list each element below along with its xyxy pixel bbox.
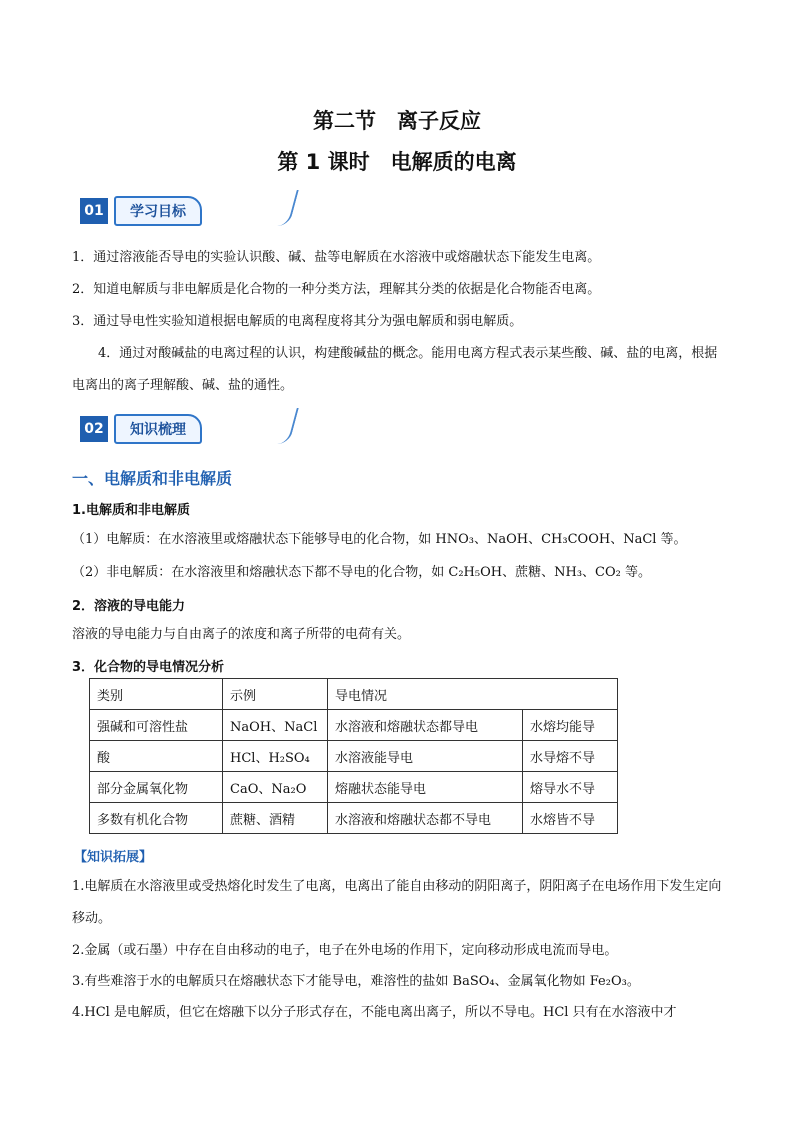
- table-row: [90, 710, 618, 741]
- subheading-1: 1.电解质和非电解质: [72, 503, 190, 518]
- table-cell: 水熔均能导: [523, 710, 618, 741]
- objectives-badge: [80, 194, 220, 228]
- subheading-3: 3．化合物的导电情况分析: [72, 660, 225, 675]
- table-row: [90, 772, 618, 803]
- objective-2: 2．知道电解质与非电解质是化合物的一种分类方法，理解其分类的依据是化合物能否电离。: [72, 282, 601, 297]
- part-heading: 一、电解质和非电解质: [72, 469, 233, 488]
- extension-item-3: 3.有些难溶于水的电解质只在熔融状态下才能导电，难溶性的盐如 BaSO₄、金属氧化物如 Fe₂O₃。: [72, 974, 640, 989]
- table-row: [90, 803, 618, 834]
- table-cell: 酸: [90, 741, 223, 772]
- table-cell: NaOH、NaCl: [223, 710, 328, 741]
- knowledge-badge: [80, 412, 220, 446]
- extension-item-4: 4.HCl 是电解质，但它在熔融下以分子形式存在，不能电离出离子，所以不导电。HCl 只有在水溶液中才: [72, 1005, 677, 1020]
- extension-item-2: 2.金属（或石墨）中存在自由移动的电子，电子在外电场的作用下，定向移动形成电流而导电。: [72, 943, 618, 958]
- definition-electrolyte: （1）电解质：在水溶液里或熔融状态下能够导电的化合物，如 HNO₃、NaOH、CH₃COOH、NaCl 等。: [72, 532, 687, 547]
- badge-ribbon-icon: [263, 190, 299, 226]
- objective-3: 3．通过导电性实验知道根据电解质的电离程度将其分为强电解质和弱电解质。: [72, 314, 523, 329]
- table-header-cell: 导电情况: [328, 679, 618, 710]
- table-cell: 部分金属氧化物: [90, 772, 223, 803]
- table-cell: 熔导水不导: [523, 772, 618, 803]
- definition-nonelectrolyte: （2）非电解质：在水溶液里和熔融状态下都不导电的化合物，如 C₂H₅OH、蔗糖、NH₃、CO₂ 等。: [72, 565, 651, 580]
- badge-label: 学习目标: [114, 196, 202, 226]
- table-header-row: [90, 679, 618, 710]
- table-cell: 水熔皆不导: [523, 803, 618, 834]
- badge-number: 02: [80, 416, 108, 442]
- objective-1: 1．通过溶液能否导电的实验认识酸、碱、盐等电解质在水溶液中或熔融状态下能发生电离。: [72, 250, 601, 265]
- table-cell: 多数有机化合物: [90, 803, 223, 834]
- objective-4: 4．通过对酸碱盐的电离过程的认识，构建酸碱盐的概念。能用电离方程式表示某些酸、碱、盐的电离，根据电离出的离子理解酸、碱、盐的通性。: [72, 346, 718, 393]
- table-cell: 水溶液和熔融状态都不导电: [328, 803, 523, 834]
- section-title: 第二节 离子反应: [313, 109, 481, 133]
- table-header-cell: 示例: [223, 679, 328, 710]
- extension-item-1: 1.电解质在水溶液里或受热熔化时发生了电离，电离出了能自由移动的阴阳离子，阴阳离子在电场作用下发生定向移动。: [72, 879, 722, 926]
- extension-label: 【知识拓展】: [74, 850, 153, 865]
- lesson-title: 第 1 课时 电解质的电离: [277, 150, 517, 174]
- badge-label: 知识梳理: [114, 414, 202, 444]
- subheading-2: 2．溶液的导电能力: [72, 599, 186, 614]
- table-cell: 水溶液能导电: [328, 741, 523, 772]
- badge-ribbon-icon: [263, 408, 299, 444]
- table-cell: 强碱和可溶性盐: [90, 710, 223, 741]
- table-cell: CaO、Na₂O: [223, 772, 328, 803]
- table-cell: 蔗糖、酒精: [223, 803, 328, 834]
- table-cell: 水溶液和熔融状态都导电: [328, 710, 523, 741]
- table-header-cell: 类别: [90, 679, 223, 710]
- conductivity-table: [89, 678, 618, 834]
- badge-number: 01: [80, 198, 108, 224]
- table-cell: 熔融状态能导电: [328, 772, 523, 803]
- table-row: [90, 741, 618, 772]
- table-cell: 水导熔不导: [523, 741, 618, 772]
- table-cell: HCl、H₂SO₄: [223, 741, 328, 772]
- conductivity-text: 溶液的导电能力与自由离子的浓度和离子所带的电荷有关。: [72, 627, 411, 642]
